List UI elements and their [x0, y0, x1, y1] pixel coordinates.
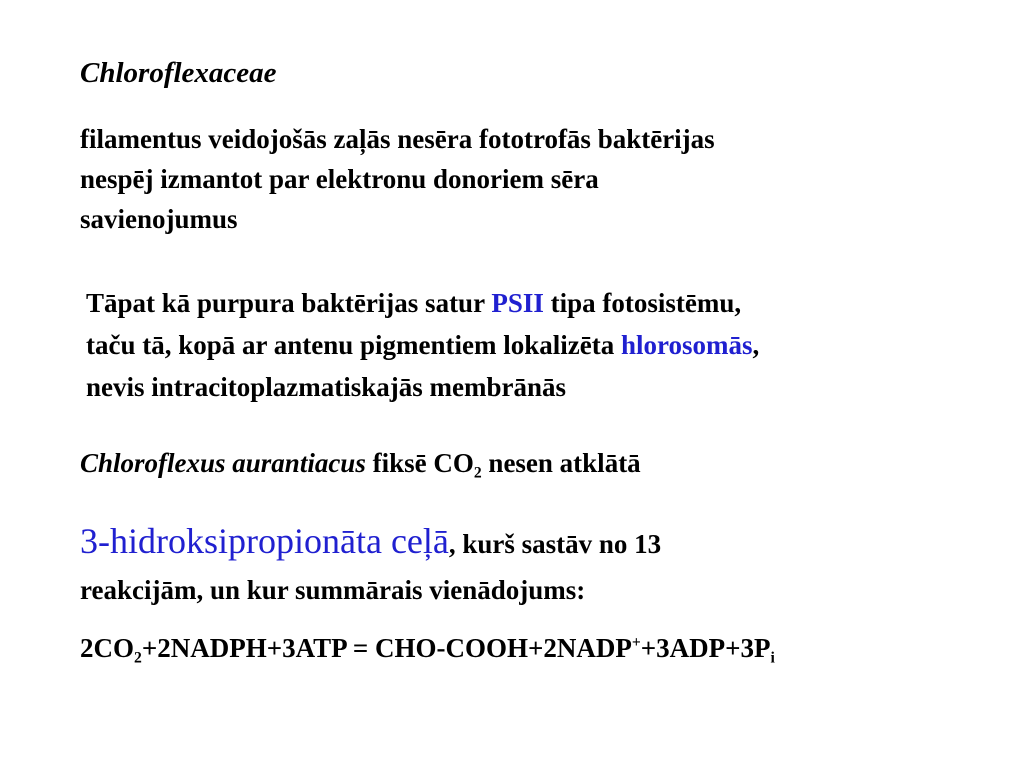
- pathway-line-1: [80, 516, 980, 570]
- pathway-line-2: reakcijām, un kur summārais vienādojums:: [80, 575, 586, 605]
- localization-text: taču tā, kopā ar antenu pigmentiem lokalizēta: [86, 330, 621, 360]
- equation-subscript-2: 2: [134, 649, 142, 667]
- description-line-3: savienojumus: [80, 204, 238, 234]
- photosystem-line-2: [86, 324, 986, 366]
- chlorosome-term: hlorosomās: [621, 330, 753, 360]
- pathway-name: 3-hidroksipropionāta ceļā: [80, 521, 449, 561]
- photosystem-paragraph: [86, 282, 986, 408]
- species-name: Chloroflexus aurantiacus: [80, 448, 366, 478]
- photosystem-line-1: [86, 282, 986, 324]
- description-paragraph: [80, 119, 980, 239]
- fixation-paragraph: [80, 443, 641, 483]
- photosystem-text-b: tipa fotosistēmu,: [543, 288, 742, 318]
- fixation-text-b: nesen atklātā: [481, 448, 641, 478]
- fixation-text-a: fiksē CO: [365, 448, 474, 478]
- pathway-paragraph: [80, 516, 980, 610]
- equation-part-b: +2NADPH+3ATP = CHO-COOH+2NADP: [141, 633, 632, 663]
- summary-equation: [80, 628, 775, 668]
- equation-superscript-plus: +: [631, 633, 641, 651]
- description-line-2: nespēj izmantot par elektronu donoriem sēra: [80, 164, 599, 194]
- slide-title: Chloroflexaceae: [80, 57, 277, 89]
- pathway-text-a: , kurš sastāv no 13: [448, 529, 662, 559]
- photosystem-text-a: Tāpat kā purpura baktērijas satur: [86, 288, 492, 318]
- comma: ,: [752, 330, 760, 360]
- photosystem-line-3: nevis intracitoplazmatiskajās membrānās: [86, 372, 566, 402]
- psii-term: PSII: [491, 288, 544, 318]
- equation-part-a: 2CO: [80, 633, 134, 663]
- equation-subscript-i: i: [770, 649, 775, 667]
- description-line-1: filamentus veidojošās zaļās nesēra fototrofās baktērijas: [80, 124, 715, 154]
- equation-part-c: +3ADP+3P: [640, 633, 771, 663]
- co2-subscript: 2: [473, 464, 482, 482]
